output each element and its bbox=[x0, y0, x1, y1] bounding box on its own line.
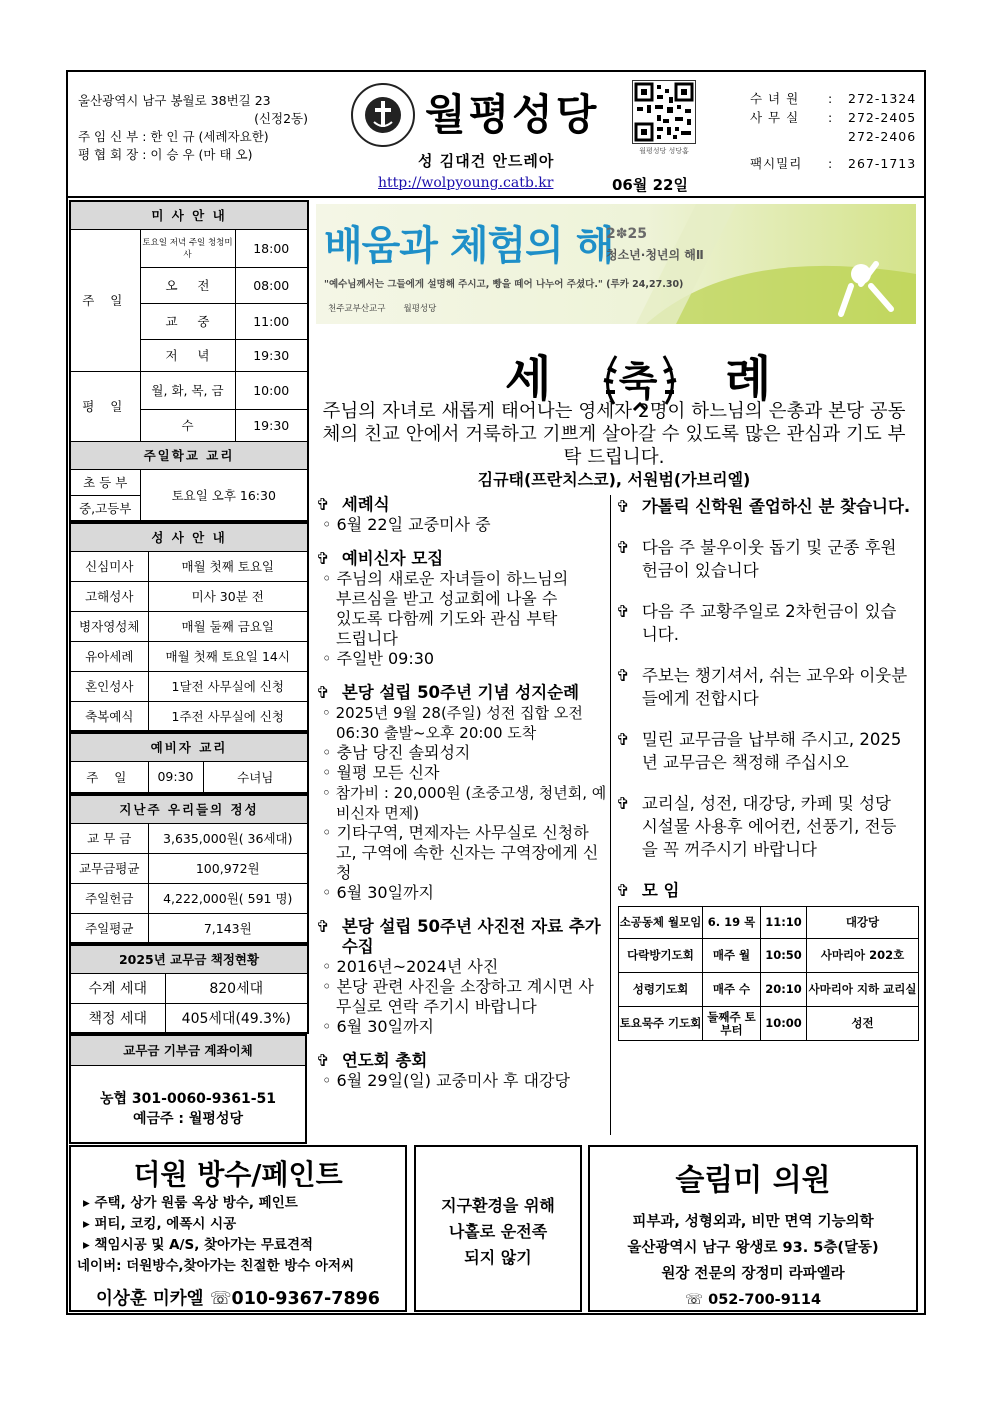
contact-label bbox=[750, 127, 828, 146]
account-holder: 예금주 : 월평성당 bbox=[132, 1110, 243, 1127]
ad-line: 되지 않기 bbox=[464, 1248, 532, 1267]
announcements-left bbox=[316, 495, 608, 1091]
sacrament-name: 신심미사 bbox=[70, 551, 148, 581]
baptism-heading-right: 례 bbox=[724, 351, 776, 407]
meeting-name: 토요묵주 기도회 bbox=[619, 1007, 703, 1041]
banner-orgs bbox=[328, 302, 436, 314]
baptism-heading-left: 세 bbox=[505, 351, 556, 407]
catechumen-day: 주 일 bbox=[70, 761, 148, 793]
announcement-item: ◦ 기타구역, 면제자는 사무실로 신청하고, 구역에 속한 신자는 구역장에게 신청 bbox=[322, 823, 599, 882]
header-divider bbox=[68, 196, 924, 198]
meeting-name: 성령기도회 bbox=[619, 973, 703, 1007]
pastor: 주 임 신 부 : 한 인 규 (세례자요한) bbox=[78, 129, 269, 144]
ad-environment bbox=[414, 1145, 582, 1312]
mass-name: 토요일 저녁 주일 청청미사 bbox=[140, 229, 235, 267]
ad-naver: 네이버: 더원방수,찾아가는 친절한 방수 아저씨 bbox=[77, 1258, 355, 1274]
qr-code[interactable] bbox=[632, 80, 696, 144]
cross-icon: ✞ bbox=[316, 1051, 330, 1070]
offering-name: 교무금평균 bbox=[70, 853, 148, 883]
banner-headline: 배움과 체험의 해 bbox=[324, 223, 614, 269]
offering-title: 지난주 우리들의 정성 bbox=[70, 795, 308, 823]
contact-value: 272-2406 bbox=[848, 129, 917, 144]
announcement: ✞ 본당 설립 50주년 사진전 자료 추가 수집 ◦ 2016년~2024년 사진 ◦ 본당 관련 사진을 소장하고 계시면 사무실로 연락 주기시 바랍니다 ◦ 6월 30일까지 bbox=[316, 917, 608, 1037]
contact-label: 사 무 실 bbox=[750, 110, 800, 125]
sidebar bbox=[69, 200, 307, 1144]
cross-icon: ✞ bbox=[316, 549, 330, 568]
offering-value: 7,143원 bbox=[148, 913, 308, 943]
announcement: ✞ 본당 설립 50주년 기념 성지순례 ◦ 2025년 9월 28(주일) 성전 집합 오전 06:30 출발~오후 20:00 도착 ◦ 충남 당진 솔뫼성지 ◦ 월평 모든 신자 ◦ 참가비 : 20,000원 (초중고생, 청년회, 예비신자 면제) ◦ 기타구역, 면제자는 사무실로 신청하고, 구역에 속한 신자는 구역장에게 신청 ◦ 6월 30일까지 bbox=[316, 683, 607, 902]
announcement: ✞ 세례식 ◦ 6월 22일 교중미사 중 bbox=[316, 495, 608, 535]
meeting-time: 20:10 bbox=[761, 973, 807, 1007]
meeting-day: 매주 월 bbox=[703, 939, 761, 973]
notice: 다음 주 교황주일로 2차헌금이 있습니다. bbox=[641, 602, 897, 644]
offering-name: 주일평균 bbox=[70, 913, 148, 943]
notice: 가톨릭 신학원 졸업하신 분 찾습니다. bbox=[641, 497, 911, 516]
offering-name: 교 무 금 bbox=[70, 823, 148, 853]
ad-contact: 이상훈 미카엘 ☏010-9367-7896 bbox=[96, 1289, 380, 1309]
sacrament-value: 1달전 사무실에 신청 bbox=[148, 671, 308, 701]
announcement-item: ◦ 월평 모든 신자 bbox=[322, 763, 440, 782]
ad-clinic bbox=[588, 1145, 918, 1312]
cross-icon: ✞ bbox=[316, 683, 330, 702]
header-info bbox=[78, 92, 308, 164]
address-dong: (신정2동) bbox=[254, 111, 308, 126]
announcement-item: ◦ 6월 30일까지 bbox=[322, 883, 434, 902]
church-logo bbox=[350, 82, 416, 148]
meeting-time: 10:00 bbox=[761, 1007, 807, 1041]
sacrament-name: 축복예식 bbox=[70, 701, 148, 731]
ad-title: 슬림미 의원 bbox=[675, 1163, 831, 1198]
dues-name: 책정 세대 bbox=[70, 1003, 165, 1033]
meeting-day: 매주 수 bbox=[703, 973, 761, 1007]
sunday-label: 주 일 bbox=[70, 229, 140, 371]
ad-line: 울산광역시 남구 왕생로 93. 5층(달동) bbox=[627, 1240, 879, 1256]
sacrament-value: 1주전 사무실에 신청 bbox=[148, 701, 308, 731]
notice: 교리실, 성전, 대강당, 카페 및 성당 시설물 사용후 에어컨, 선풍기, 전등을 꼭 꺼주시기 바랍니다 bbox=[641, 794, 897, 859]
announcement-item: ◦ 본당 관련 사진을 소장하고 계시면 사무실로 연락 주기시 바랍니다 bbox=[322, 977, 594, 1016]
sacrament-name: 병자영성체 bbox=[70, 611, 148, 641]
contact-info: 수 녀 원 : 272-1324 사 무 실 : 272-2405 272-2406 팩시밀리 : 267-1713 bbox=[750, 91, 917, 171]
announcement: ✞ 연도회 총회 ◦ 6월 29일(일) 교중미사 후 대강당 bbox=[316, 1051, 608, 1091]
contact-value: 267-1713 bbox=[848, 156, 917, 171]
meeting-name: 다락방기도회 bbox=[619, 939, 703, 973]
contact-label: 수 녀 원 bbox=[750, 91, 800, 106]
year-theme-banner bbox=[316, 204, 916, 324]
sacrament-name: 유아세례 bbox=[70, 641, 148, 671]
mass-schedule-table bbox=[69, 200, 309, 522]
catechumen-title: 예비자 교리 bbox=[70, 733, 308, 761]
ad-waterproofing bbox=[69, 1145, 407, 1312]
mass-title: 미 사 안 내 bbox=[70, 201, 308, 229]
mass-name: 수 bbox=[140, 409, 235, 441]
meeting-place: 사마리아 지하 교리실 bbox=[807, 973, 919, 1007]
contact-value: 272-1324 bbox=[848, 91, 917, 106]
ad-list: ▸ 주택, 상가 원룸 옥상 방수, 페인트 ▸ 퍼티, 코킹, 에폭시 시공 ▸ 책임시공 및 A/S, 찾아가는 무료견적 네이버: 더원방수,찾아가는 친절한 방수 아저씨 bbox=[83, 1193, 354, 1277]
cross-icon: ✞ bbox=[616, 730, 630, 749]
mass-name: 월, 화, 목, 금 bbox=[140, 371, 235, 409]
school-group: 중,고등부 bbox=[70, 495, 140, 521]
notice: 주보는 챙기셔서, 쉬는 교우와 이웃분들에게 전합시다 bbox=[641, 666, 908, 708]
ad-line: 지구환경을 위해 bbox=[441, 1196, 555, 1215]
meeting-day: 둘째주 토부터 bbox=[703, 1007, 761, 1041]
sacrament-value: 매월 첫째 토요일 14시 bbox=[148, 641, 308, 671]
cross-icon: ✞ bbox=[616, 602, 630, 621]
offering-value: 4,222,000원( 591 명) bbox=[148, 883, 308, 913]
qr-caption: 월평성당 성당홈 bbox=[639, 147, 689, 155]
announcement-item: ◦ 2016년~2024년 사진 bbox=[322, 957, 499, 976]
banner-org: 천주교부산교구 bbox=[328, 304, 386, 314]
notice: 다음 주 불우이웃 돕기 및 군종 후원 헌금이 있습니다 bbox=[641, 538, 897, 580]
contact-label: 팩시밀리 bbox=[750, 156, 803, 171]
meeting-time: 11:10 bbox=[761, 907, 807, 939]
dues-value: 820세대 bbox=[165, 973, 308, 1003]
sacrament-name: 고해성사 bbox=[70, 581, 148, 611]
school-title: 주일학교 교리 bbox=[70, 441, 308, 469]
sacrament-value: 매월 둘째 금요일 bbox=[148, 611, 308, 641]
announcement-item: ◦ 충남 당진 솔뫼성지 bbox=[322, 743, 471, 762]
sacrament-table bbox=[69, 522, 309, 732]
school-time: 토요일 오후 16:30 bbox=[140, 469, 308, 521]
ad-line: ☏ 052-700-9114 bbox=[684, 1292, 822, 1308]
mass-time: 19:30 bbox=[235, 409, 308, 441]
dues-value: 405세대(49.3%) bbox=[165, 1003, 308, 1033]
council-president: 평 협 회 장 : 이 승 우 (마 태 오) bbox=[78, 147, 253, 162]
cross-icon: ✞ bbox=[616, 497, 630, 516]
notice: 밀린 교무금을 납부해 주시고, 2025년 교무금은 책정해 주십시오 bbox=[641, 730, 902, 772]
meetings-title: 모 임 bbox=[641, 881, 680, 900]
patron-saint: 성 김대건 안드레아 bbox=[418, 152, 555, 170]
contact-value: 272-2405 bbox=[848, 110, 917, 125]
meeting-day: 6. 19 목 bbox=[703, 907, 761, 939]
cross-icon: ✞ bbox=[316, 495, 330, 514]
sacrament-name: 혼인성사 bbox=[70, 671, 148, 701]
banner-quote: "예수님께서는 그들에게 설명해 주시고, 빵을 떼어 나누어 주셨다." (루카 24,27.30) bbox=[324, 279, 684, 290]
mass-time: 11:00 bbox=[235, 303, 308, 339]
meetings-table bbox=[618, 906, 919, 1041]
announcement-item: ◦ 2025년 9월 28(주일) 성전 집합 오전 06:30 출발~오후 20:00 도착 bbox=[322, 704, 583, 742]
meeting-time: 10:50 bbox=[761, 939, 807, 973]
mass-time: 19:30 bbox=[235, 339, 308, 371]
banner-org: 월평성당 bbox=[403, 304, 437, 314]
baptism-names: 김규태(프란치스코), 서원범(가브리엘) bbox=[477, 470, 751, 489]
meeting-place: 대강당 bbox=[807, 907, 919, 939]
sacrament-title: 성 사 안 내 bbox=[70, 523, 308, 551]
column-divider bbox=[610, 495, 611, 1135]
cross-icon: ✞ bbox=[616, 881, 630, 900]
sacrament-value: 미사 30분 전 bbox=[148, 581, 308, 611]
cross-icon: ✞ bbox=[616, 794, 630, 813]
ad-line: 나홀로 운전족 bbox=[448, 1222, 548, 1241]
banner-year: 2✽25 bbox=[606, 226, 647, 242]
account-title: 교무금 기부금 계좌이체 bbox=[70, 1035, 306, 1065]
cross-icon: ✞ bbox=[316, 917, 330, 936]
mass-time: 18:00 bbox=[235, 229, 308, 267]
weekday-label: 평 일 bbox=[70, 371, 140, 441]
baptism-message: 주님의 자녀로 새롭게 태어나는 영세자 2명이 하느님의 은총과 본당 공동체의 친교 안에서 거룩하고 기쁘게 살아갈 수 있도록 많은 관심과 기도 부탁 드립니다. bbox=[322, 401, 906, 468]
meeting-place: 성전 bbox=[807, 1007, 919, 1041]
catechumen-time: 09:30 bbox=[148, 761, 203, 793]
bulletin-date: 06월 22일 bbox=[612, 176, 688, 194]
meeting-name: 소공동체 월모임 bbox=[619, 907, 703, 939]
baptism-heading bbox=[505, 340, 775, 409]
dues-table bbox=[69, 944, 309, 1034]
mass-time: 10:00 bbox=[235, 371, 308, 409]
baptism-heading-emblem: 축 bbox=[594, 350, 686, 407]
cross-icon: ✞ bbox=[616, 538, 630, 557]
meeting-place: 사마리아 202호 bbox=[807, 939, 919, 973]
mass-name: 오 전 bbox=[140, 267, 235, 303]
offering-value: 100,972원 bbox=[148, 853, 308, 883]
announcements-right bbox=[616, 495, 917, 1041]
announcement-item: ◦ 참가비 : 20,000원 (초중고생, 청년회, 예비신자 면제) bbox=[322, 784, 607, 822]
catechumen-table bbox=[69, 732, 309, 794]
account-number: 농협 301-0060-9361-51 bbox=[100, 1090, 276, 1107]
banner-subtitle: 청소년·청년의 해Ⅱ bbox=[606, 248, 704, 262]
address: 울산광역시 남구 봉월로 38번길 23 bbox=[78, 93, 271, 108]
sacrament-value: 매월 첫째 토요일 bbox=[148, 551, 308, 581]
school-group: 초 등 부 bbox=[70, 469, 140, 495]
announcement-item: ◦ 6월 30일까지 bbox=[322, 1017, 434, 1036]
catechumen-place: 수녀님 bbox=[203, 761, 308, 793]
announcement-item: ◦ 주님의 새로운 자녀들이 하느님의 부르심을 받고 성교회에 나올 수 있도록 다함께 기도와 관심 부탁 드립니다 bbox=[322, 569, 569, 648]
ad-title: 더원 방수/페인트 bbox=[133, 1158, 343, 1191]
cross-icon: ✞ bbox=[616, 666, 630, 685]
church-title: 월평성당 bbox=[425, 90, 600, 139]
mass-name: 저 녁 bbox=[140, 339, 235, 371]
announcement-item: ◦ 6월 22일 교중미사 중 bbox=[322, 515, 491, 534]
offering-table bbox=[69, 794, 309, 944]
dues-name: 수계 세대 bbox=[70, 973, 165, 1003]
announcement: ✞ 예비신자 모집 ◦ 주님의 새로운 자녀들이 하느님의 부르심을 받고 성교회에 나올 수 있도록 다함께 기도와 관심 부탁 드립니다 ◦ 주일반 09:30 bbox=[316, 549, 608, 669]
ad-line: 피부과, 성형외과, 비만 면역 기능의학 bbox=[632, 1214, 874, 1230]
mass-time: 08:00 bbox=[235, 267, 308, 303]
mass-name: 교 중 bbox=[140, 303, 235, 339]
announcement-item: ◦ 주일반 09:30 bbox=[322, 649, 435, 668]
offering-name: 주일헌금 bbox=[70, 883, 148, 913]
dues-title: 2025년 교무금 책정현황 bbox=[70, 945, 308, 973]
account-table bbox=[69, 1034, 307, 1144]
offering-value: 3,635,000원( 36세대) bbox=[148, 823, 308, 853]
ad-line: 원장 전문의 장정미 라파엘라 bbox=[661, 1266, 845, 1282]
announcement-item: ◦ 6월 29일(일) 교중미사 후 대강당 bbox=[322, 1071, 570, 1090]
website-link[interactable]: http://wolpyoung.catb.kr bbox=[378, 175, 554, 191]
